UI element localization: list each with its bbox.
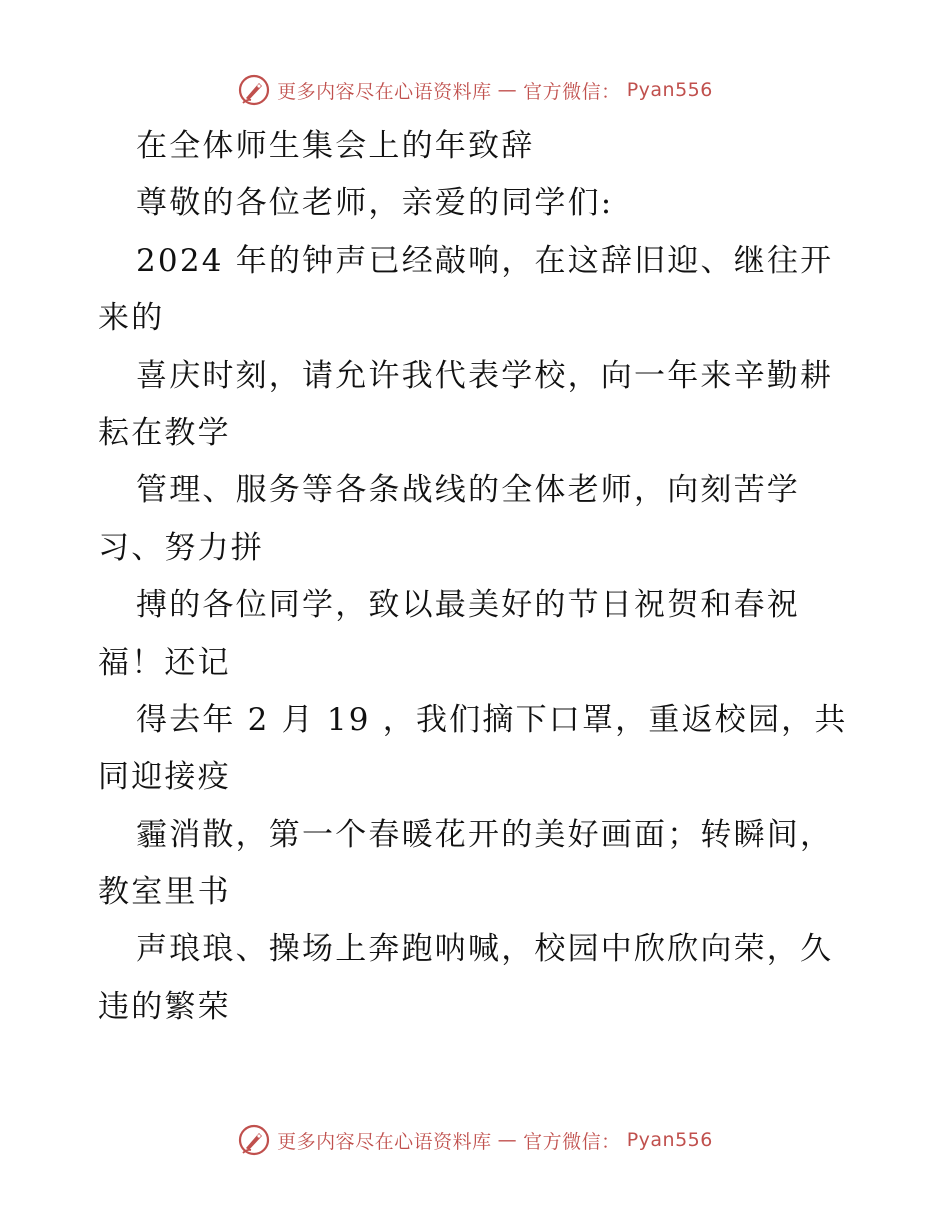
footer-brand — [237, 1123, 713, 1157]
header-brand-text: 更多内容尽在心语资料库 — [277, 80, 492, 103]
document-title: 在全体师生集会上的年致辞 — [136, 128, 535, 164]
paragraph-line: 得去年 2 月 19 ，我们摘下口罩，重返校园，共 — [136, 701, 848, 738]
paragraph-line: 霾消散，第一个春暖花开的美好画面；转瞬间， — [136, 816, 834, 853]
paragraph-line: 习、努力拼 — [98, 529, 264, 566]
paragraph-line: 2024 年的钟声已经敲响，在这辞旧迎、继往开 — [136, 242, 834, 279]
paragraph-line: 管理、服务等各条战线的全体老师，向刻苦学 — [136, 472, 800, 509]
page-footer — [0, 1120, 950, 1160]
pen-nib-logo-icon — [237, 73, 271, 107]
salutation: 尊敬的各位老师，亲爱的同学们: — [136, 185, 614, 222]
footer-brand-text: 更多内容尽在心语资料库 — [277, 1130, 492, 1153]
paragraph-line: 来的 — [98, 300, 165, 337]
paragraph-line: 福！还记 — [98, 644, 231, 681]
paragraph-line: 喜庆时刻，请允许我代表学校，向一年来辛勤耕 — [136, 357, 834, 394]
paragraph-line: 声琅琅、操场上奔跑呐喊，校园中欣欣向荣，久 — [136, 931, 834, 968]
paragraph-line: 违的繁荣 — [98, 988, 231, 1025]
footer-wechat-id: Pyan556 — [626, 1129, 713, 1151]
header-brand — [237, 73, 713, 107]
footer-wechat-label: 官方微信： — [523, 1130, 621, 1153]
header-wechat-label: 官方微信： — [523, 80, 621, 103]
header-separator: — — [497, 79, 518, 101]
paragraph-line: 搏的各位同学，致以最美好的节日祝贺和春祝 — [136, 587, 800, 624]
document-body — [98, 118, 858, 1036]
paragraph-line: 同迎接疫 — [98, 759, 231, 796]
paragraph-line: 教室里书 — [98, 874, 231, 911]
paragraph-line: 耘在教学 — [98, 414, 231, 451]
pen-nib-logo-icon — [237, 1123, 271, 1157]
header-wechat-id: Pyan556 — [626, 79, 713, 101]
footer-separator: — — [497, 1129, 518, 1151]
page-header — [0, 70, 950, 110]
